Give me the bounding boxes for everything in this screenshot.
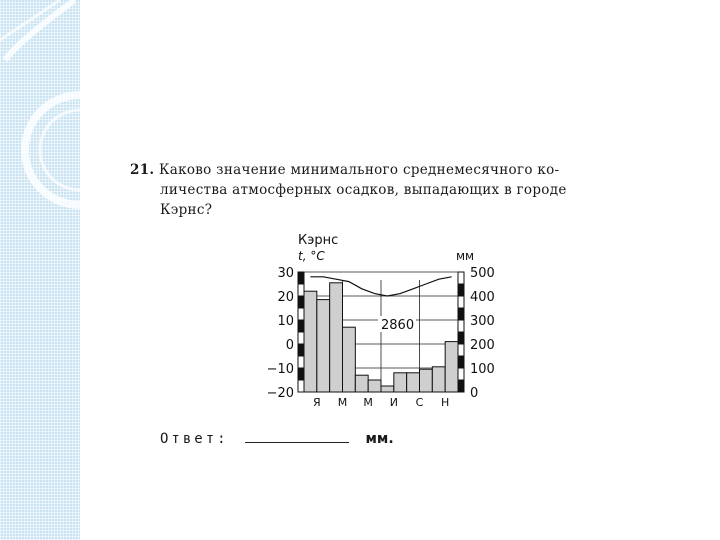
left-tick-label: 20 — [277, 290, 294, 305]
question-text — [130, 160, 636, 220]
left-scale-block — [298, 272, 304, 284]
question-line-2: личества атмосферных осадков, выпадающих в городе — [160, 182, 567, 198]
left-scale-block — [298, 296, 304, 308]
left-scale-block — [298, 320, 304, 332]
precipitation-bar — [432, 367, 445, 392]
precipitation-bar — [368, 380, 381, 392]
precipitation-bar — [445, 342, 458, 392]
right-tick-label: 400 — [470, 290, 495, 305]
answer-label: Ответ: — [160, 431, 229, 447]
question-number: 21. — [130, 162, 155, 178]
answer-row — [160, 428, 394, 447]
precipitation-bar — [381, 386, 394, 392]
right-scale-block — [458, 332, 464, 344]
month-tick-label: М — [363, 396, 373, 409]
month-tick-label: М — [337, 396, 348, 409]
decorative-swirl — [0, 0, 80, 540]
annual-total-label: 2860 — [381, 318, 415, 333]
precipitation-bar — [343, 327, 356, 392]
precipitation-bar — [317, 300, 330, 392]
chart-title: Кэрнс — [298, 233, 339, 248]
right-scale-block — [458, 284, 464, 296]
right-tick-label: 300 — [470, 314, 495, 329]
left-tick-label: 0 — [285, 338, 294, 353]
decorative-side-strip — [0, 0, 80, 540]
climate-chart — [260, 228, 500, 410]
precipitation-bar — [355, 375, 368, 392]
precipitation-bar — [330, 283, 343, 392]
precipitation-bar — [420, 369, 433, 392]
precipitation-bar — [304, 291, 317, 392]
left-tick-label: 10 — [277, 314, 294, 329]
right-scale-block — [458, 380, 464, 392]
right-tick-label: 200 — [470, 338, 495, 353]
month-tick-label: И — [389, 396, 398, 409]
month-tick-label: С — [415, 396, 424, 409]
right-scale-block — [458, 356, 464, 368]
month-tick-label: Я — [313, 396, 321, 409]
left-tick-label: −10 — [266, 362, 294, 377]
left-tick-label: −20 — [266, 386, 294, 401]
left-scale-block — [298, 344, 304, 356]
question-line-3: Кэрнс? — [160, 202, 213, 218]
answer-input-line[interactable] — [245, 428, 349, 443]
right-scale-block — [458, 308, 464, 320]
left-tick-label: 30 — [277, 266, 294, 281]
answer-unit: мм. — [365, 431, 394, 447]
right-tick-label: 100 — [470, 362, 495, 377]
left-axis-label: t, °C — [298, 249, 325, 263]
right-tick-label: 0 — [470, 386, 479, 401]
precipitation-bar — [407, 373, 420, 392]
question-line-1: Каково значение минимального среднемесячного ко- — [158, 162, 560, 178]
right-tick-label: 500 — [470, 266, 495, 281]
month-tick-label: Н — [441, 396, 450, 409]
right-axis-label: мм — [456, 249, 475, 263]
left-scale-block — [298, 368, 304, 380]
precipitation-bar — [394, 373, 407, 392]
